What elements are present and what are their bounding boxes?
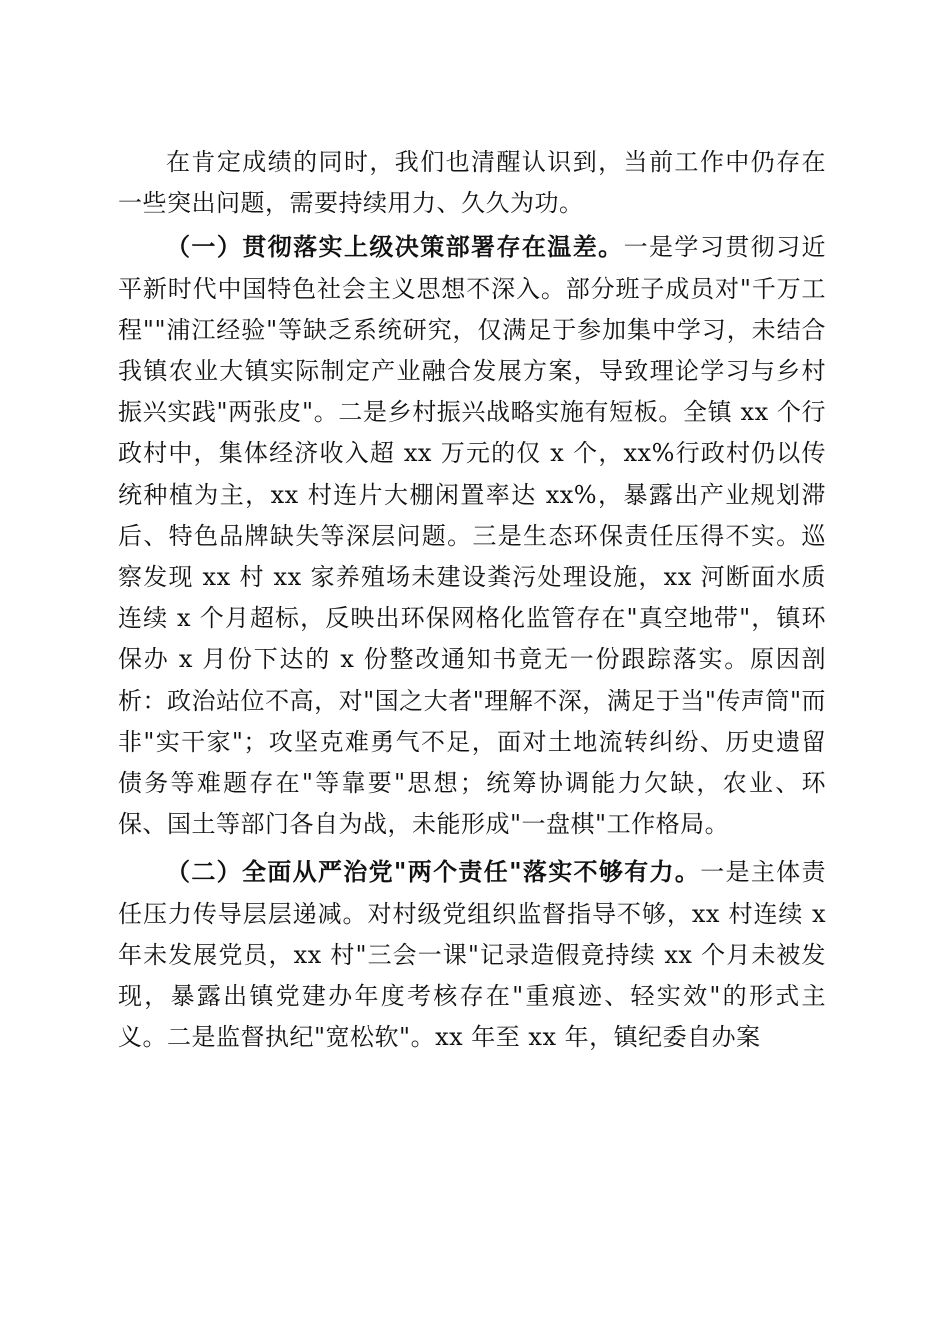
document-body [118, 142, 826, 1058]
section-2-body: 一是主体责任压力传导层层递减。对村级党组织监督指导不够，xx 村连续 x 年未发展党员，xx 村"三会一课"记录造假竟持续 xx 个月未被发现，暴露出镇党建办年度考核存在"重痕迹、轻实效"的形式主义。二是监督执纪"宽松软"。xx 年至 xx 年，镇纪委自办案 [118, 858, 826, 1052]
intro-paragraph: 在肯定成绩的同时，我们也清醒认识到，当前工作中仍存在一些突出问题，需要持续用力、久久为功。 [118, 148, 826, 218]
section-1-paragraph [118, 226, 826, 845]
section-2-paragraph [118, 851, 826, 1058]
section-1-heading: （一）贯彻落实上级决策部署存在温差。 [166, 232, 624, 262]
section-2-heading: （二）全面从严治党"两个责任"落实不够有力。 [166, 857, 701, 887]
section-1-body: 一是学习贯彻习近平新时代中国特色社会主义思想不深入。部分班子成员对"千万工程""浦江经验"等缺乏系统研究，仅满足于参加集中学习，未结合我镇农业大镇实际制定产业融合发展方案，导致理论学习与乡村振兴实践"两张皮"。二是乡村振兴战略实施有短板。全镇 xx 个行政村中，集体经济收入超 xx 万元的仅 x 个，xx%行政村仍以传统种植为主，xx 村连片大棚闲置率达 xx%，暴露出产业规划滞后、特色品牌缺失等深层问题。三是生态环保责任压得不实。巡察发现 xx 村 xx 家养殖场未建设粪污处理设施，xx 河断面水质连续 x 个月超标，反映出环保网格化监管存在"真空地带"，镇环保办 x 月份下达的 x 份整改通知书竟无一份跟踪落实。原因剖析：政治站位不高，对"国之大者"理解不深，满足于当"传声筒"而非"实干家"；攻坚克难勇气不足，面对土地流转纠纷、历史遗留债务等难题存在"等靠要"思想；统筹协调能力欠缺，农业、环保、国土等部门各自为战，未能形成"一盘棋"工作格局。 [118, 233, 827, 839]
